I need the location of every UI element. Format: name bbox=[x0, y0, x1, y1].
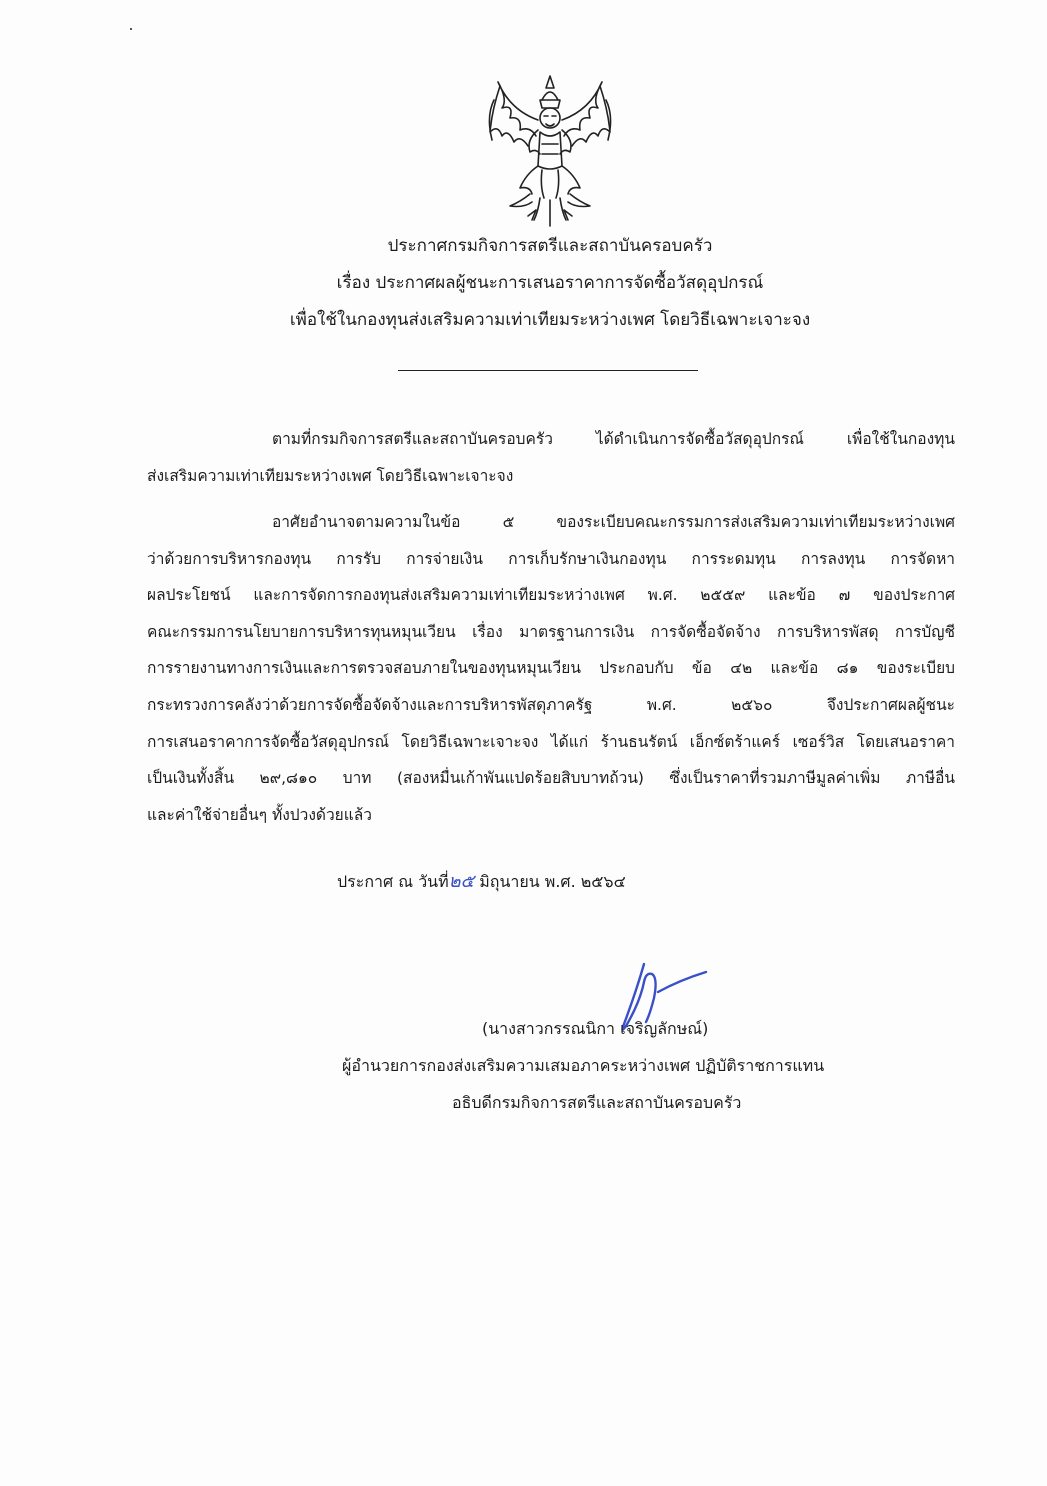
date-day-handwritten: ๒๕ bbox=[448, 871, 475, 892]
body-paragraph-1 bbox=[147, 421, 955, 494]
paragraph-line: และค่าใช้จ่ายอื่นๆ ทั้งปวงด้วยแล้ว bbox=[147, 805, 372, 824]
paragraph-line: การรายงานทางการเงินและการตรวจสอบภายในของทุนหมุนเวียน ประกอบกับ ข้อ ๔๒ และข้อ ๘๑ ของระเบียบ bbox=[147, 659, 955, 678]
paragraph-line: ผลประโยชน์ และการจัดการกองทุนส่งเสริมความเท่าเทียมระหว่างเพศ พ.ศ. ๒๕๕๙ และข้อ ๗ ของประกาศ bbox=[147, 586, 955, 605]
date-suffix: มิถุนายน พ.ศ. ๒๕๖๔ bbox=[474, 872, 626, 891]
header-issuer: ประกาศกรมกิจการสตรีและสถาบันครอบครัว bbox=[387, 236, 713, 256]
paragraph-line: อาศัยอำนาจตามความในข้อ ๕ ของระเบียบคณะกรรมการส่งเสริมความเท่าเทียมระหว่างเพศ bbox=[272, 513, 955, 531]
signer-position-continued: อธิบดีกรมกิจการสตรีและสถาบันครอบครัว bbox=[452, 1093, 742, 1112]
scan-speck bbox=[130, 28, 132, 30]
announcement-header bbox=[140, 228, 960, 339]
signer-block bbox=[300, 1010, 940, 1121]
signer-name: (นางสาวกรรณนิกา เจริญลักษณ์) bbox=[482, 1019, 709, 1038]
header-subject: เรื่อง ประกาศผลผู้ชนะการเสนอราคาการจัดซื้อวัสดุอุปกรณ์ bbox=[336, 273, 764, 293]
paragraph-line: ตามที่กรมกิจการสตรีและสถาบันครอบครัว ได้ดำเนินการจัดซื้อวัสดุอุปกรณ์ เพื่อใช้ในกองทุน bbox=[272, 430, 955, 448]
announcement-date bbox=[337, 866, 626, 895]
paragraph-line: คณะกรรมการนโยบายการบริหารทุนหมุนเวียน เรื่อง มาตรฐานการเงิน การจัดซื้อจัดจ้าง การบริหารพัสดุ การบัญชี bbox=[147, 622, 955, 641]
paragraph-line: เป็นเงินทั้งสิ้น ๒๙,๘๑๐ บาท (สองหมื่นเก้าพันแปดร้อยสิบบาทถ้วน) ซึ่งเป็นราคาที่รวมภาษีมูลค่าเพิ่ม ภาษีอื่น bbox=[147, 769, 955, 788]
date-prefix: ประกาศ ณ วันที่ bbox=[337, 872, 449, 891]
paragraph-line: การเสนอราคาการจัดซื้อวัสดุอุปกรณ์ โดยวิธีเฉพาะเจาะจง ได้แก่ ร้านธนรัตน์ เอ็กซ์ตร้าแคร์ เซอร์วิส โดยเสนอราคา bbox=[147, 732, 955, 751]
body-paragraph-2 bbox=[147, 504, 955, 833]
paragraph-line: กระทรวงการคลังว่าด้วยการจัดซื้อจัดจ้างและการบริหารพัสดุภาครัฐ พ.ศ. ๒๕๖๐ จึงประกาศผลผู้ชนะ bbox=[147, 695, 955, 714]
paragraph-line: ส่งเสริมความเท่าเทียมระหว่างเพศ โดยวิธีเฉพาะเจาะจง bbox=[147, 466, 514, 485]
header-divider bbox=[398, 370, 698, 371]
paragraph-line: ว่าด้วยการบริหารกองทุน การรับ การจ่ายเงิน การเก็บรักษาเงินกองทุน การระดมทุน การลงทุน การจัดหา bbox=[147, 549, 955, 568]
header-subject-continued: เพื่อใช้ในกองทุนส่งเสริมความเท่าเทียมระหว่างเพศ โดยวิธีเฉพาะเจาะจง bbox=[289, 310, 811, 330]
garuda-emblem-icon bbox=[480, 70, 620, 230]
signer-position: ผู้อำนวยการกองส่งเสริมความเสมอภาคระหว่างเพศ ปฏิบัติราชการแทน bbox=[342, 1056, 825, 1075]
